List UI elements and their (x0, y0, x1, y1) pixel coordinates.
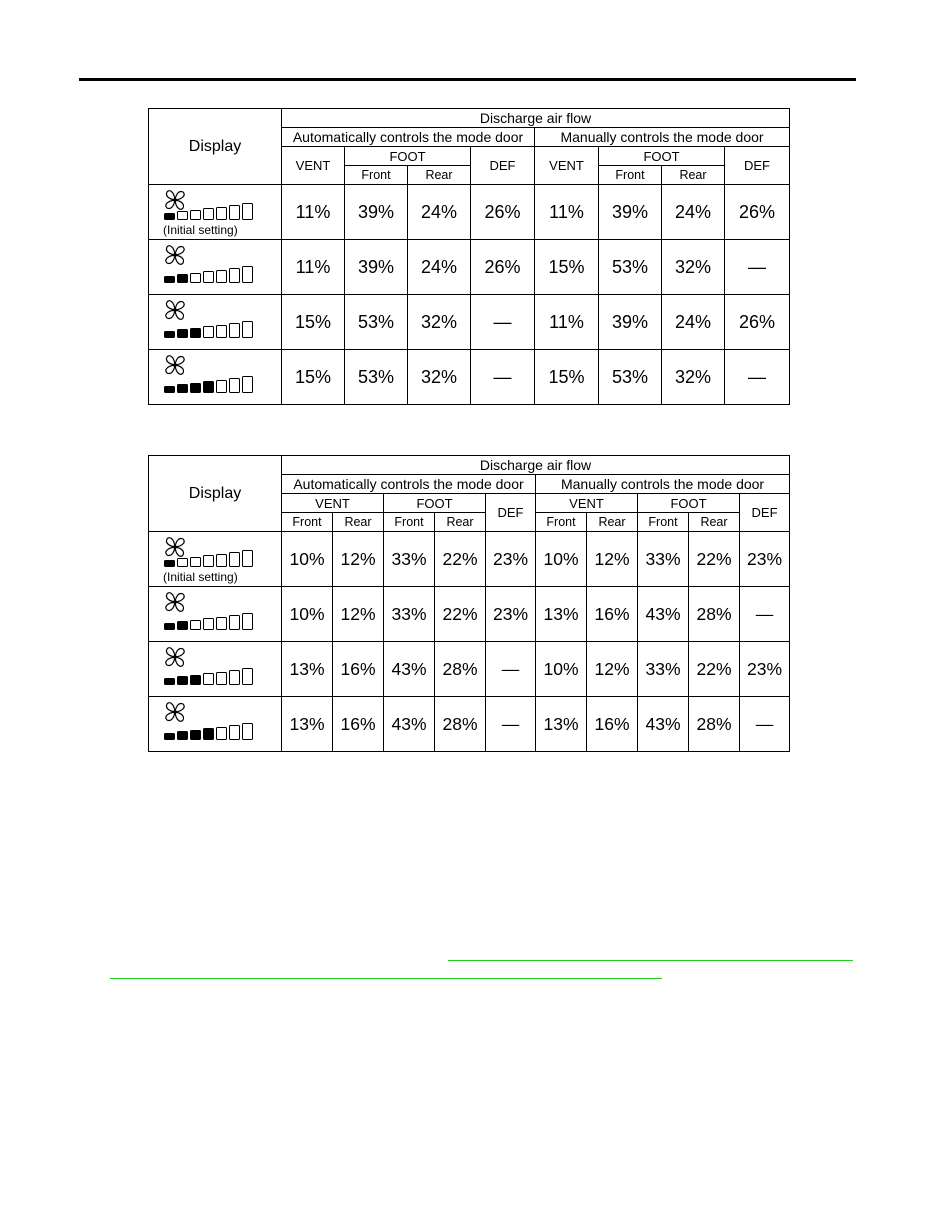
front-header: Front (536, 513, 587, 532)
fan-speed-segment-filled (177, 676, 188, 685)
airflow-value-auto: 22% (435, 587, 486, 642)
airflow-value-auto: 32% (408, 295, 471, 350)
fan-speed-segment-empty (203, 555, 214, 567)
fan-speed-segment-empty (177, 558, 188, 567)
airflow-value-auto: 11% (282, 240, 345, 295)
fan-speed-segment-filled (177, 384, 188, 393)
fan-speed-segment-empty (229, 205, 240, 220)
fan-speed-segment-empty (229, 725, 240, 740)
airflow-value-auto: 16% (333, 642, 384, 697)
airflow-value-manual: 16% (587, 587, 638, 642)
fan-icon (163, 354, 187, 376)
fan-icon (163, 299, 187, 321)
airflow-value-auto: 26% (471, 240, 535, 295)
def-header: DEF (471, 147, 535, 185)
airflow-value-manual: 11% (535, 295, 599, 350)
fan-speed-segment-empty (229, 670, 240, 685)
airflow-value-auto: 32% (408, 350, 471, 405)
foot-header: FOOT (599, 147, 725, 166)
fan-icon (163, 701, 187, 723)
fan-speed-bar (164, 550, 255, 567)
fan-speed-segment-empty (203, 208, 214, 220)
airflow-value-manual: 26% (725, 185, 790, 240)
discharge-air-flow-header: Discharge air flow (282, 109, 790, 128)
manual-mode-header: Manually controls the mode door (536, 475, 790, 494)
front-header: Front (638, 513, 689, 532)
airflow-value-auto: 23% (486, 532, 536, 587)
fan-speed-segment-filled (177, 329, 188, 338)
fan-speed-segment-empty (190, 210, 201, 220)
airflow-value-manual: 23% (740, 532, 790, 587)
fan-speed-segment-empty (216, 727, 227, 740)
fan-speed-segment-filled (164, 560, 175, 567)
fan-speed-segment-empty (242, 613, 253, 630)
fan-speed-display (149, 697, 282, 752)
airflow-value-manual: 22% (689, 532, 740, 587)
airflow-value-manual: 33% (638, 532, 689, 587)
def-header: DEF (725, 147, 790, 185)
rear-header: Rear (689, 513, 740, 532)
fan-speed-segment-empty (229, 552, 240, 567)
fan-speed-segment-filled (177, 621, 188, 630)
airflow-value-auto: 24% (408, 185, 471, 240)
fan-speed-segment-empty (216, 380, 227, 393)
fan-speed-segment-empty (216, 207, 227, 220)
airflow-value-manual: 24% (662, 185, 725, 240)
airflow-value-manual: 26% (725, 295, 790, 350)
rear-header: Rear (587, 513, 638, 532)
airflow-value-manual: 16% (587, 697, 638, 752)
airflow-value-manual: 10% (536, 532, 587, 587)
fan-speed-segment-filled (190, 675, 201, 685)
airflow-value-auto: 26% (471, 185, 535, 240)
airflow-value-auto: 33% (384, 587, 435, 642)
rear-header: Rear (333, 513, 384, 532)
airflow-value-manual: 43% (638, 697, 689, 752)
fan-speed-bar (164, 203, 255, 220)
airflow-value-auto: 13% (282, 642, 333, 697)
table-row (149, 240, 790, 295)
airflow-value-auto: 11% (282, 185, 345, 240)
front-header: Front (282, 513, 333, 532)
airflow-value-manual: 32% (662, 240, 725, 295)
fan-icon (163, 646, 187, 668)
fan-speed-segment-empty (203, 673, 214, 685)
fan-speed-display (149, 642, 282, 697)
fan-speed-segment-empty (242, 321, 253, 338)
fan-speed-segment-filled (177, 731, 188, 740)
fan-speed-segment-empty (242, 550, 253, 567)
fan-speed-segment-empty (216, 672, 227, 685)
table-row (149, 295, 790, 350)
vent-header: VENT (536, 494, 638, 513)
airflow-value-auto: 22% (435, 532, 486, 587)
fan-speed-segment-filled (164, 386, 175, 393)
fan-speed-segment-empty (216, 554, 227, 567)
fan-speed-display (149, 532, 282, 587)
fan-speed-segment-filled (164, 623, 175, 630)
rear-header: Rear (662, 166, 725, 185)
fan-speed-segment-filled (164, 276, 175, 283)
def-header: DEF (740, 494, 790, 532)
front-header: Front (384, 513, 435, 532)
manual-mode-header: Manually controls the mode door (535, 128, 790, 147)
airflow-value-manual: 10% (536, 642, 587, 697)
fan-speed-segment-empty (203, 326, 214, 338)
fan-speed-bar (164, 266, 255, 283)
fan-speed-segment-empty (190, 557, 201, 567)
airflow-value-manual: 15% (535, 350, 599, 405)
airflow-value-auto: — (486, 642, 536, 697)
vent-header: VENT (282, 147, 345, 185)
foot-header: FOOT (384, 494, 486, 513)
table-row (149, 185, 790, 240)
fan-speed-segment-empty (203, 271, 214, 283)
airflow-value-auto: 12% (333, 587, 384, 642)
airflow-value-manual: 23% (740, 642, 790, 697)
airflow-value-auto: 15% (282, 350, 345, 405)
fan-speed-segment-empty (242, 203, 253, 220)
table-row (149, 642, 790, 697)
airflow-value-manual: 12% (587, 642, 638, 697)
fan-speed-bar (164, 376, 255, 393)
foot-header: FOOT (345, 147, 471, 166)
airflow-value-auto: 39% (345, 185, 408, 240)
airflow-value-manual: 28% (689, 697, 740, 752)
fan-speed-display (149, 240, 282, 295)
airflow-value-manual: 22% (689, 642, 740, 697)
fan-speed-segment-empty (177, 211, 188, 220)
fan-speed-segment-filled (203, 381, 214, 393)
front-header: Front (599, 166, 662, 185)
fan-speed-segment-filled (177, 274, 188, 283)
table-row (149, 350, 790, 405)
fan-speed-segment-filled (164, 678, 175, 685)
fan-icon (163, 244, 187, 266)
fan-speed-bar (164, 723, 255, 740)
discharge-air-flow-header: Discharge air flow (282, 456, 790, 475)
airflow-value-auto: 12% (333, 532, 384, 587)
airflow-value-auto: 10% (282, 587, 333, 642)
airflow-table-1 (148, 108, 790, 405)
fan-speed-segment-empty (203, 618, 214, 630)
front-header: Front (345, 166, 408, 185)
fan-speed-segment-empty (229, 323, 240, 338)
fan-speed-segment-empty (190, 273, 201, 283)
fan-speed-segment-filled (164, 213, 175, 220)
fan-speed-display (149, 587, 282, 642)
initial-setting-label: (Initial setting) (163, 570, 238, 584)
def-header: DEF (486, 494, 536, 532)
airflow-value-auto: 10% (282, 532, 333, 587)
airflow-value-manual: 43% (638, 587, 689, 642)
fan-speed-segment-filled (164, 331, 175, 338)
airflow-value-manual: 11% (535, 185, 599, 240)
fan-speed-segment-filled (203, 728, 214, 740)
fan-icon (163, 591, 187, 613)
fan-speed-display (149, 295, 282, 350)
airflow-value-manual: 28% (689, 587, 740, 642)
foot-header: FOOT (638, 494, 740, 513)
fan-speed-bar (164, 668, 255, 685)
airflow-value-auto: 28% (435, 642, 486, 697)
airflow-value-auto: — (471, 350, 535, 405)
vent-header: VENT (282, 494, 384, 513)
link-underline[interactable] (448, 960, 853, 961)
airflow-value-auto: 43% (384, 642, 435, 697)
airflow-value-manual: 13% (536, 587, 587, 642)
fan-speed-segment-empty (242, 723, 253, 740)
airflow-value-auto: — (471, 295, 535, 350)
airflow-value-auto: 43% (384, 697, 435, 752)
fan-speed-segment-filled (190, 383, 201, 393)
airflow-value-manual: 53% (599, 240, 662, 295)
fan-speed-segment-empty (242, 668, 253, 685)
auto-mode-header: Automatically controls the mode door (282, 128, 535, 147)
airflow-value-auto: 53% (345, 295, 408, 350)
fan-speed-segment-empty (216, 617, 227, 630)
top-rule (79, 78, 856, 81)
fan-speed-display (149, 350, 282, 405)
fan-speed-bar (164, 613, 255, 630)
airflow-value-manual: — (725, 240, 790, 295)
airflow-value-auto: 28% (435, 697, 486, 752)
fan-speed-segment-empty (216, 270, 227, 283)
airflow-value-manual: 39% (599, 295, 662, 350)
fan-speed-segment-empty (229, 615, 240, 630)
airflow-value-auto: — (486, 697, 536, 752)
airflow-value-auto: 23% (486, 587, 536, 642)
airflow-value-manual: — (740, 587, 790, 642)
fan-speed-segment-filled (164, 733, 175, 740)
fan-speed-segment-empty (229, 378, 240, 393)
airflow-value-auto: 24% (408, 240, 471, 295)
fan-speed-segment-empty (242, 376, 253, 393)
rear-header: Rear (435, 513, 486, 532)
airflow-value-auto: 16% (333, 697, 384, 752)
initial-setting-label: (Initial setting) (163, 223, 238, 237)
airflow-value-manual: — (725, 350, 790, 405)
fan-speed-segment-empty (216, 325, 227, 338)
fan-speed-segment-empty (242, 266, 253, 283)
display-header: Display (149, 109, 282, 185)
airflow-value-manual: 24% (662, 295, 725, 350)
airflow-value-manual: 13% (536, 697, 587, 752)
fan-speed-segment-filled (190, 730, 201, 740)
airflow-value-auto: 39% (345, 240, 408, 295)
airflow-value-auto: 15% (282, 295, 345, 350)
vent-header: VENT (535, 147, 599, 185)
airflow-value-manual: 39% (599, 185, 662, 240)
fan-speed-bar (164, 321, 255, 338)
airflow-value-manual: 32% (662, 350, 725, 405)
fan-speed-segment-empty (190, 620, 201, 630)
airflow-value-auto: 13% (282, 697, 333, 752)
fan-speed-segment-empty (229, 268, 240, 283)
airflow-value-manual: 12% (587, 532, 638, 587)
airflow-value-manual: 53% (599, 350, 662, 405)
airflow-value-manual: 33% (638, 642, 689, 697)
fan-speed-segment-filled (190, 328, 201, 338)
airflow-value-manual: — (740, 697, 790, 752)
fan-speed-display (149, 185, 282, 240)
airflow-table-2 (148, 455, 790, 752)
airflow-value-manual: 15% (535, 240, 599, 295)
rear-header: Rear (408, 166, 471, 185)
display-header: Display (149, 456, 282, 532)
link-underline[interactable] (110, 978, 662, 979)
auto-mode-header: Automatically controls the mode door (282, 475, 536, 494)
airflow-value-auto: 53% (345, 350, 408, 405)
airflow-value-auto: 33% (384, 532, 435, 587)
table-row (149, 532, 790, 587)
table-row (149, 587, 790, 642)
table-row (149, 697, 790, 752)
